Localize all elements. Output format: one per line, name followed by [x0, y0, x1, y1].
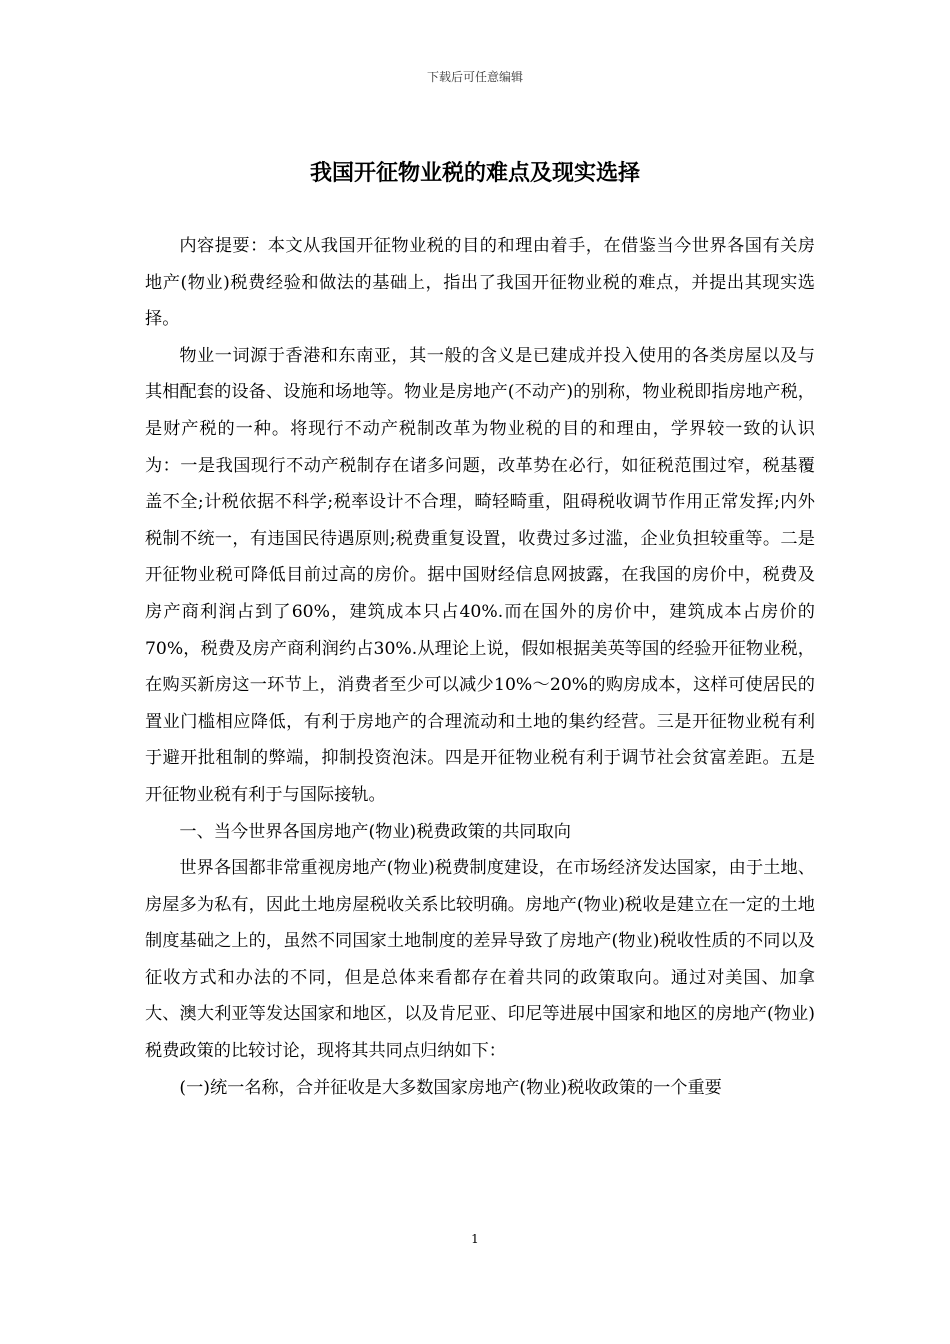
- body-paragraph: (一)统一名称，合并征收是大多数国家房地产(物业)税收政策的一个重要: [179, 1077, 722, 1098]
- document-body: [145, 228, 815, 1106]
- page-number: 1: [471, 1232, 479, 1246]
- body-paragraph: 物业一词源于香港和东南亚，其一般的含义是已建成并投入使用的各类房屋以及与其相配套的设备、设施和场地等。物业是房地产(不动产)的别称，物业税即指房地产税，是财产税的一种。将现行不动产税制改革为物业税的目的和理由，学界较一致的认识为：一是我国现行不动产税制存在诸多问题，改革势在必行，如征税范围过窄，税基覆盖不全;计税依据不科学;税率设计不合理，畸轻畸重，阻碍税收调节作用正常发挥;内外税制不统一，有违国民待遇原则;税费重复设置，收费过多过滥，企业负担较重等。二是开征物业税可降低目前过高的房价。据中国财经信息网披露，在我国的房价中，税费及房产商利润占到了60%，建筑成本只占40%.而在国外的房价中，建筑成本占房价的70%，税费及房产商利润约占30%.从理论上说，假如根据美英等国的经验开征物业税，在购买新房这一环节上，消费者至少可以减少10%～20%的购房成本，这样可使居民的置业门槛相应降低，有利于房地产的合理流动和土地的集约经营。三是开征物业税有利于避开批租制的弊端，抑制投资泡沫。四是开征物业税有利于调节社会贫富差距。五是开征物业税有利于与国际接轨。: [145, 345, 815, 805]
- body-paragraph: 世界各国都非常重视房地产(物业)税费制度建设，在市场经济发达国家，由于土地、房屋多为私有，因此土地房屋税收关系比较明确。房地产(物业)税收是建立在一定的土地制度基础之上的，虽然不同国家土地制度的差异导致了房地产(物业)税收性质的不同以及征收方式和办法的不同，但是总体来看都存在着共同的政策取向。通过对美国、加拿大、澳大利亚等发达国家和地区，以及肯尼亚、印尼等进展中国家和地区的房地产(物业)税费政策的比较讨论，现将其共同点归纳如下：: [145, 858, 815, 1062]
- section-heading: 一、当今世界各国房地产(物业)税费政策的共同取向: [179, 821, 571, 842]
- document-title: 我国开征物业税的难点及现实选择: [309, 160, 640, 186]
- header-note: 下载后可任意编辑: [426, 70, 523, 84]
- abstract-paragraph: 内容提要：本文从我国开征物业税的目的和理由着手，在借鉴当今世界各国有关房地产(物业)税费经验和做法的基础上，指出了我国开征物业税的难点，并提出其现实选择。: [145, 236, 815, 330]
